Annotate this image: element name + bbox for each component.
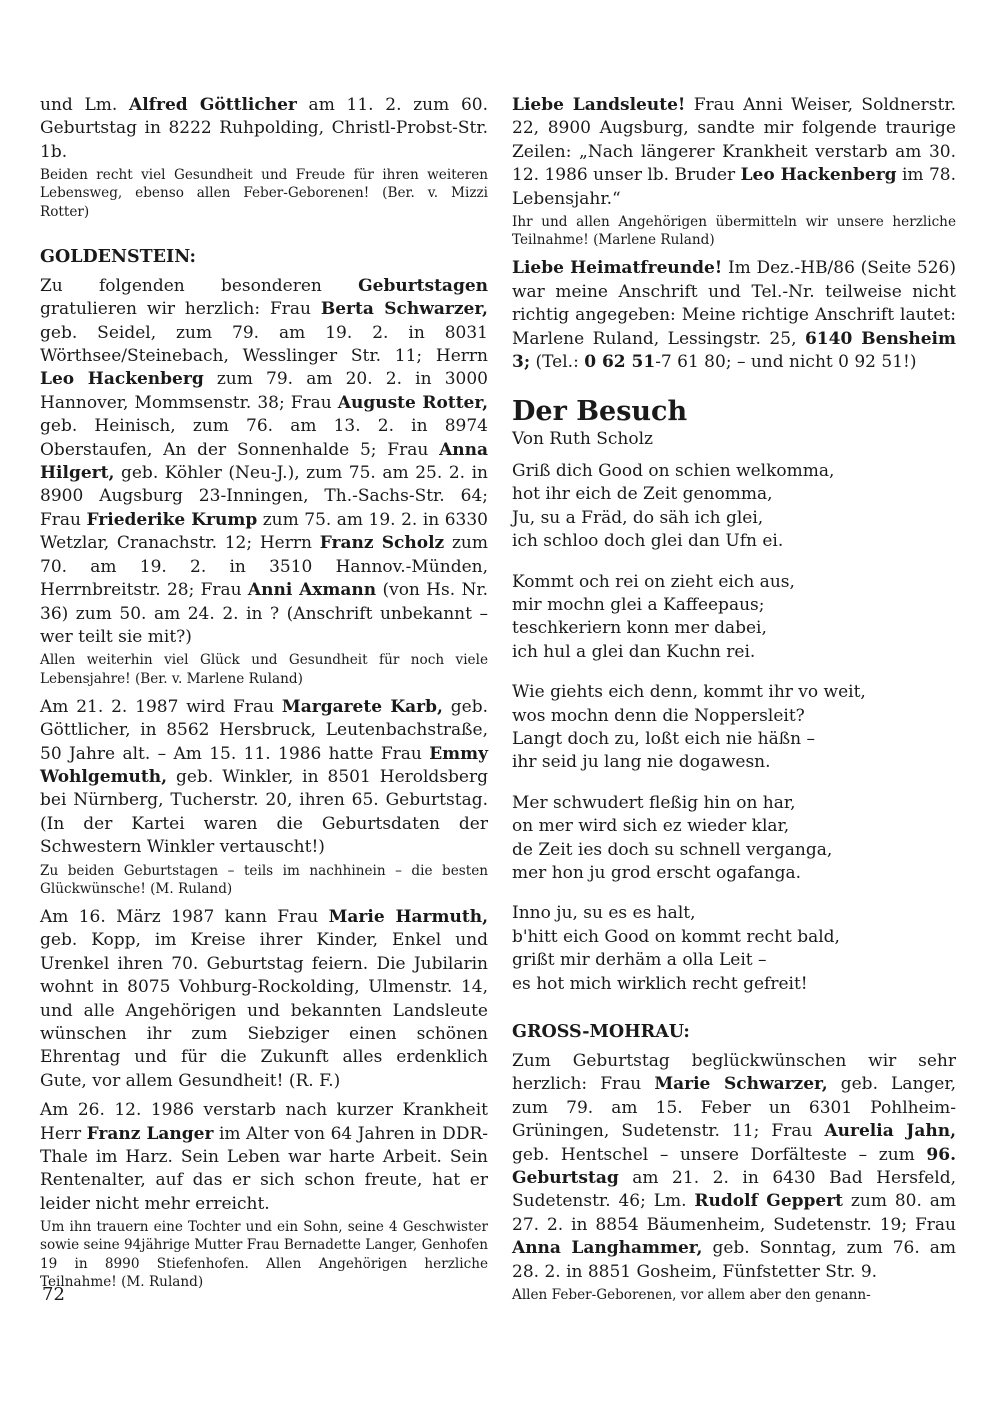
poem-stanza [512, 902, 956, 996]
poem-line: Griß dich Good on schien welkomma, [512, 460, 835, 481]
note-paragraph [40, 651, 488, 687]
bold-text: Emmy Wohlgemuth, [40, 743, 488, 787]
note-paragraph [512, 1286, 956, 1304]
bold-text: Marie Harmuth, [328, 906, 488, 927]
paragraph [40, 1099, 488, 1216]
bold-text: Berta Schwarzer, [320, 299, 488, 320]
poem-line: Langt doch zu, loßt eich nie häßn – [512, 728, 815, 749]
text: Von Ruth Scholz [512, 429, 653, 450]
bold-text: Aurelia Jahn, [824, 1121, 956, 1142]
poem-line: Ju, su a Fräd, do säh ich glei, [512, 507, 764, 528]
section-heading [40, 245, 488, 269]
poem-line: wos mochn denn die Noppersleit? [512, 705, 805, 726]
text: geb. Langer, zum 79. am 15. Feber un 6301 Pohlheim-Grüningen, Sudetenstr. 11; Frau [512, 1074, 957, 1142]
text: Am 26. 12. 1986 verstarb nach kurzer Krankheit Herr [40, 1100, 488, 1144]
poem-line: b'hitt eich Good on kommt recht bald, [512, 926, 840, 947]
text: Im Dez.-HB/86 (Seite 526) war meine Anschrift und Tel.-Nr. teilweise nicht richtig angegeben: Meine richtige Anschrift lautet: Marlene Ruland, Lessingstr. 25, [512, 258, 957, 349]
poem-line: Mer schwudert fleßig hin on har, [512, 792, 796, 813]
text: Zu folgenden besonderen [40, 275, 359, 296]
bold-text: Liebe Landsleute! [512, 95, 686, 115]
poem-line: ich schloo doch glei dan Ufn ei. [512, 531, 784, 552]
poem-author [512, 428, 956, 451]
poem-line: es hot mich wirklich recht gefreit! [512, 973, 808, 994]
text: Allen Feber-Geborenen, vor allem aber den genann- [512, 1287, 871, 1304]
bold-text: Anni Axmann [247, 580, 377, 601]
bold-text: Margarete Karb, [281, 696, 443, 717]
poem-stanza [512, 681, 956, 775]
poem-line: mir mochn glei a Kaffeepaus; [512, 594, 765, 615]
bold-text: Alfred Göttlicher [129, 95, 297, 115]
text: geb. Winkler, in 8501 Heroldsberg bei Nürnberg, Tucherstr. 20, ihren 65. Geburtstag. (In der Kartei waren die Geburtsdaten der Schwestern Winkler vertauscht!) [40, 766, 488, 858]
poem-title [512, 396, 956, 428]
text: gratulieren wir herzlich: Frau [40, 299, 321, 320]
text: Beiden recht viel Gesundheit und Freude für ihren weiteren Lebensweg, ebenso allen Feber-Geborenen! (Ber. v. Mizzi Rotter) [40, 167, 488, 220]
bold-text: Franz Langer [86, 1123, 214, 1144]
text: (von Hs. Nr. 36) zum 50. am 24. 2. in ? (Anschrift unbekannt – wer teilt sie mit?) [40, 580, 488, 647]
text: Frau Anni Weiser, Soldnerstr. 22, 8900 Augsburg, sandte mir folgende traurige Zeilen: „Nach längerer Krankheit verstarb am 30. 12. 1986 unser lb. Bruder [512, 95, 956, 186]
paragraph [512, 257, 956, 374]
text: Am 16. März 1987 kann Frau [40, 906, 329, 927]
note-paragraph [40, 166, 488, 221]
bold-text: 96. Geburtstag [512, 1144, 956, 1189]
poem-line: teschkeriern konn mer dabei, [512, 618, 767, 639]
note-paragraph [512, 213, 956, 249]
poem-line: ich hul a glei dan Kuchn rei. [512, 641, 756, 662]
text: zum 79. am 20. 2. in 3000 Hannover, Mommsenstr. 38; Frau [40, 369, 488, 413]
poem-line: hot ihr eich de Zeit genomma, [512, 484, 773, 505]
text: Um ihn trauern eine Tochter und ein Sohn, seine 4 Geschwister sowie seine 94jährige Mutter Frau Bernadette Langer, Genhofen 19 in 8990 Stiefenhofen. Allen Angehörigen herzliche Teilnahme! (M. Ruland) [40, 1219, 488, 1290]
text: geb. Kopp, im Kreise ihrer Kinder, Enkel und Urenkel ihren 70. Geburtstag feiern. Die Jubilarin wohnt in 8075 Vohburg-Rockolding, Ulmenstr. 14, und alle Angehörigen und bekannten Landsleute wünschen ihr zum Siebziger einen schönen Ehrentag und für die Zukunft alles erdenklich Gute, vor allem Gesundheit! (R. F.) [40, 930, 488, 1091]
bold-text: Auguste Rotter, [337, 392, 488, 413]
text: Zum Geburtstag beglückwünschen wir sehr herzlich: Frau [512, 1051, 956, 1095]
note-paragraph [40, 862, 488, 898]
text: im Alter von 64 Jahren in DDR-Thale im Harz. Sein Leben war harte Arbeit. Sein Rentenalter, auf das er sich schon freute, hat er leider nicht mehr erreicht. [40, 1123, 488, 1214]
paragraph [40, 906, 488, 1093]
poem-line: de Zeit ies doch su schnell verganga, [512, 839, 833, 860]
paragraph [512, 94, 956, 211]
poem-line: Wie giehts eich denn, kommt ihr vo weit, [512, 682, 866, 703]
section-heading [512, 1020, 956, 1044]
page-number: 72 [42, 1284, 65, 1305]
bold-text: Geburtstagen [358, 275, 488, 296]
text: GOLDENSTEIN: [40, 246, 197, 267]
left-column [40, 94, 488, 1299]
text: zum 70. am 19. 2. in 3510 Hannov.-Münden, Herrnbreitstr. 28; Frau [40, 533, 488, 601]
poem-stanza [512, 571, 956, 665]
paragraph [40, 94, 488, 164]
text: und Lm. [40, 95, 130, 115]
bold-text: Liebe Heimatfreunde! [512, 258, 723, 279]
text: zum 75. am 19. 2. in 6330 Wetzlar, Cranachstr. 12; Herrn [40, 509, 488, 554]
paragraph [512, 1050, 956, 1284]
bold-text: Rudolf Geppert [694, 1191, 844, 1212]
text: Zu beiden Geburtstagen – teils im nachhinein – die besten Glückwünsche! (M. Ruland) [40, 862, 488, 897]
text: am 11. 2. zum 60. Geburtstag in 8222 Ruhpolding, Christl-Probst-Str. 1b. [40, 95, 488, 162]
text: Der Besuch [512, 396, 688, 428]
bold-text: Anna Hilgert, [40, 439, 488, 484]
poem-line: grißt mir derhäm a olla Leit – [512, 950, 767, 971]
text: Am 21. 2. 1987 wird Frau [40, 696, 282, 717]
poem-stanza [512, 792, 956, 886]
poem-line: Kommt och rei on zieht eich aus, [512, 571, 795, 592]
bold-text: Leo Hackenberg [740, 165, 897, 186]
paragraph [40, 696, 488, 860]
bold-text: Marie Schwarzer, [654, 1074, 828, 1095]
bold-text: Friederike Krump [86, 509, 258, 530]
text: zum 80. am 27. 2. in 8854 Bäumenheim, Sudetenstr. 19; Frau [512, 1191, 957, 1235]
right-column [512, 94, 956, 1312]
paragraph [40, 275, 488, 650]
text: geb. Sonntag, zum 76. am 28. 2. in 8851 Gosheim, Fünfstetter Str. 9. [512, 1238, 956, 1282]
text: geb. Göttlicher, in 8562 Hersbruck, Leutenbachstraße, 50 Jahre alt. – Am 15. 11. 1986 hatte Frau [40, 696, 488, 764]
bold-text: 6140 Bensheim 3; [512, 328, 956, 373]
text: (Tel.: [530, 352, 585, 373]
bold-text: 0 62 51 [584, 352, 656, 373]
bold-text: Leo Hackenberg [40, 369, 204, 390]
bold-text: Anna Langhammer, [512, 1238, 703, 1259]
text: geb. Köhler (Neu-J.), zum 75. am 25. 2. in 8900 Augsburg 23-Inningen, Th.-Sachs-Str. 64; Frau [40, 463, 488, 530]
text: GROSS-MOHRAU: [512, 1022, 690, 1042]
poem-line: on mer wird sich ez wieder klar, [512, 816, 790, 837]
text: Ihr und allen Angehörigen übermitteln wir unsere herzliche Teilnahme! (Marlene Ruland) [512, 214, 956, 249]
text: geb. Hentschel – unsere Dorfälteste – zum [512, 1144, 927, 1165]
text: im 78. Lebensjahr.“ [512, 165, 956, 209]
text: am 21. 2. in 6430 Bad Hersfeld, Sudetenstr. 46; Lm. [512, 1168, 956, 1212]
poem-line: Inno ju, su es es halt, [512, 903, 696, 924]
text: -7 61 80; – und nicht 0 92 51!) [655, 352, 917, 373]
text: geb. Seidel, zum 79. am 19. 2. in 8031 Wörthsee/Steinebach, Wesslinger Str. 11; Herrn [40, 322, 488, 367]
poem-line: mer hon ju grod erscht ogafanga. [512, 862, 802, 883]
bold-text: Franz Scholz [319, 533, 445, 554]
text: geb. Heinisch, zum 76. am 13. 2. in 8974 Oberstaufen, An der Sonnenhalde 5; Frau [40, 416, 488, 460]
text: Allen weiterhin viel Glück und Gesundheit für noch viele Lebensjahre! (Ber. v. Marlene Ruland) [40, 652, 488, 687]
poem-stanza [512, 460, 956, 554]
poem-line: ihr seid ju lang nie dogawesn. [512, 752, 771, 773]
note-paragraph [40, 1218, 488, 1291]
